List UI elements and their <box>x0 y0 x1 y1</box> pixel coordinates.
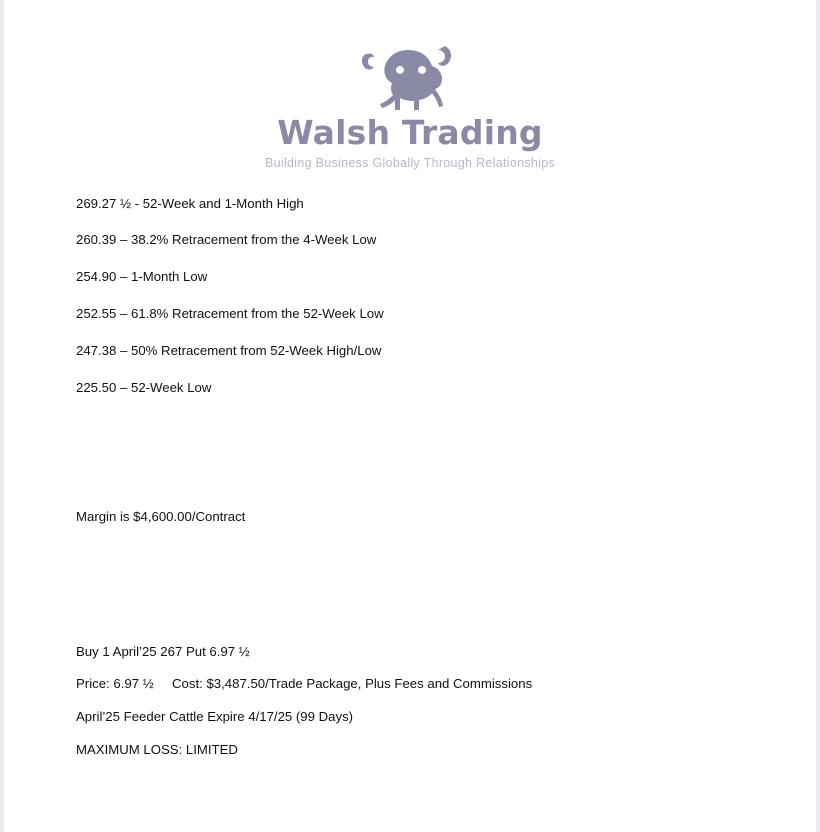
margin-note: Margin is $4,600.00/Contract <box>76 508 246 524</box>
page-content <box>4 0 816 832</box>
brand-tagline: Building Business Globally Through Relationships <box>264 155 556 170</box>
price-level-line: 254.90 – 1-Month Low <box>76 269 208 285</box>
bull-logo-icon <box>350 36 470 120</box>
section-spacer <box>76 417 756 509</box>
trade-line: MAXIMUM LOSS: LIMITED <box>76 742 238 758</box>
price-level-line: 247.38 – 50% Retracement from 52-Week High/Low <box>76 343 382 359</box>
price-level-line: 225.50 – 52-Week Low <box>76 379 212 395</box>
trade-line: Buy 1 April’25 267 Put 6.97 ½ <box>76 643 250 659</box>
letterhead <box>4 0 816 170</box>
trade-line: April’25 Feeder Cattle Expire 4/17/25 (99 Days) <box>76 709 354 725</box>
price-level-line: 252.55 – 61.8% Retracement from the 52-Week Low <box>76 306 384 322</box>
price-level-line: 260.39 – 38.2% Retracement from the 4-Week Low <box>76 232 377 248</box>
trade-line: Price: 6.97 ½ Cost: $3,487.50/Trade Package, Plus Fees and Commissions <box>76 676 533 692</box>
document-body <box>4 196 816 758</box>
brand-name: Walsh Trading <box>277 113 543 152</box>
section-spacer <box>76 546 756 644</box>
price-level-line: 269.27 ½ - 52-Week and 1-Month High <box>76 195 304 211</box>
